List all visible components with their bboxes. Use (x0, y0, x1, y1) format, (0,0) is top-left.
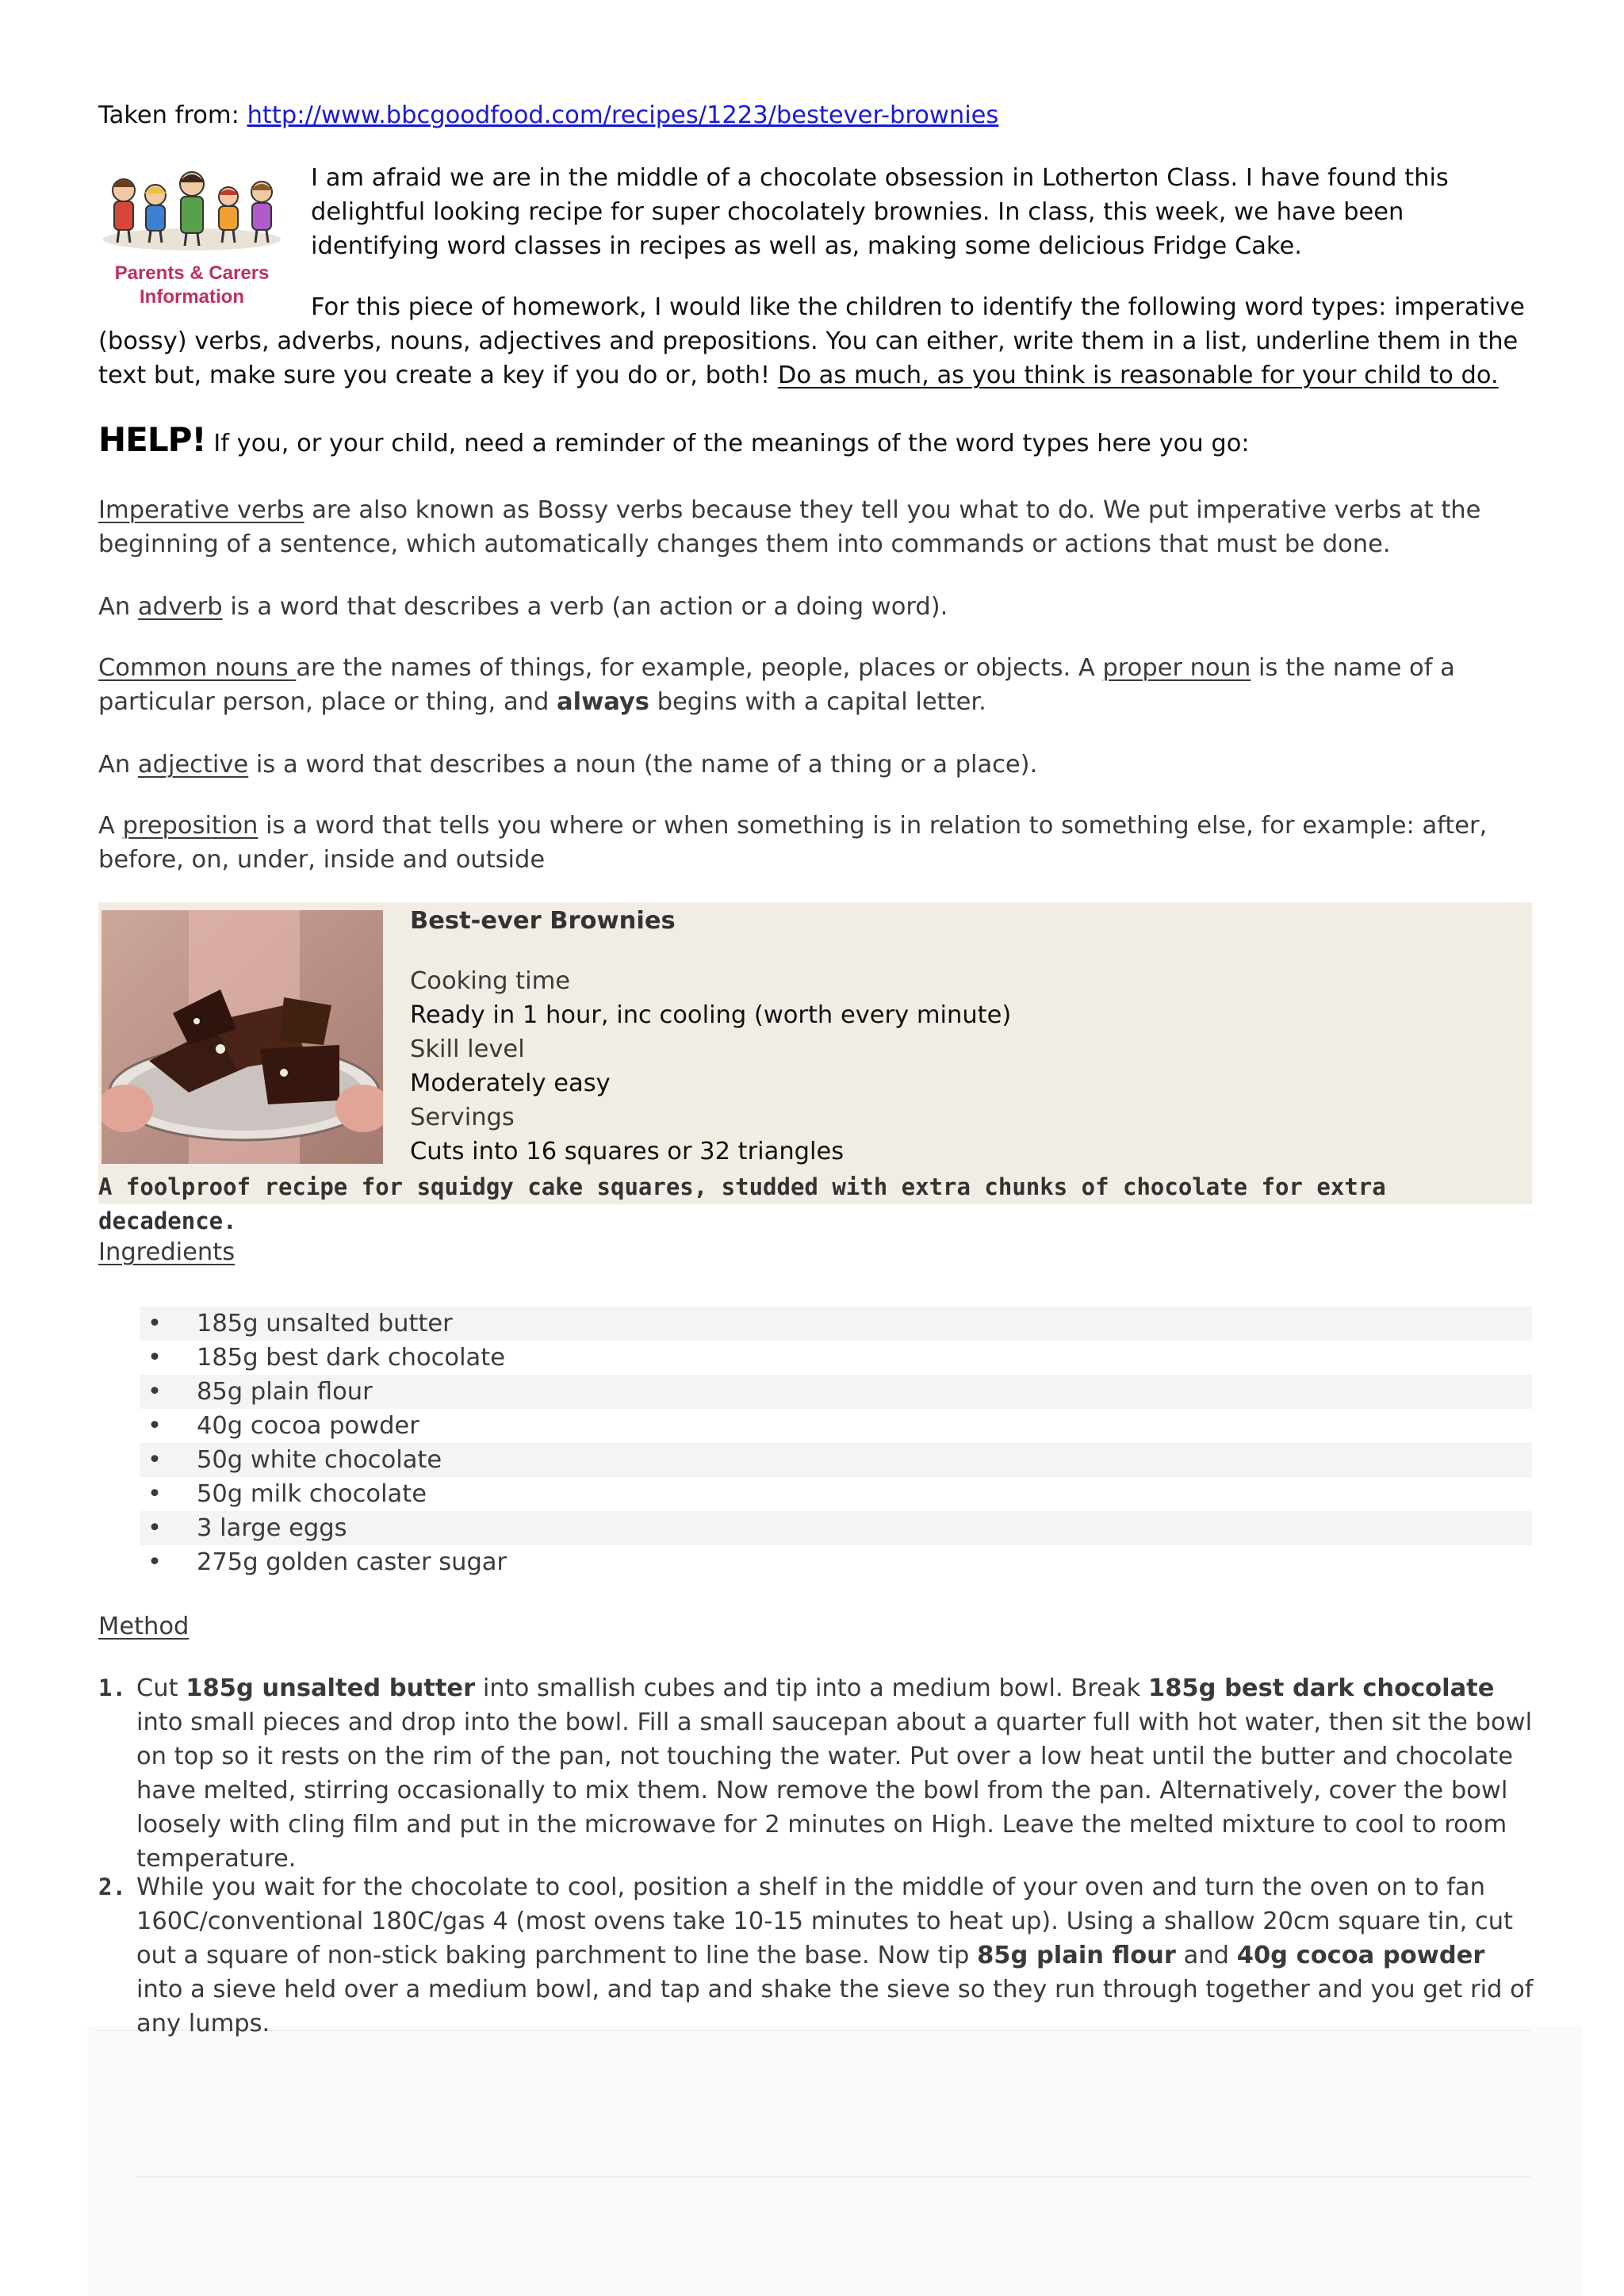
ingredient-text: 85g plain flour (197, 1378, 373, 1406)
definition-text: is the name of a particular person, place or thing, and (98, 654, 1455, 716)
ingredient-text: 50g milk chocolate (197, 1480, 427, 1508)
divider (135, 2176, 1530, 2178)
servings-value: Cuts into 16 squares or 32 triangles (410, 1138, 845, 1165)
step-ingredient: 185g unsalted butter (186, 1674, 476, 1702)
intro-text: For this piece of homework, I would like the children to identify the following word types: imperative (bossy) verbs, adverbs, nouns, adjectives and prepositions. You can either, write them in a list, underline them in the text but, make sure you create a key if you do or, both! (98, 293, 1525, 389)
definition-text: is a word that describes a noun (the name of a thing or a place). (248, 751, 1038, 779)
step-text-part: into smallish cubes and tip into a medium bowl. Break (475, 1674, 1148, 1702)
ingredient-item (140, 1511, 1532, 1545)
ingredients-list (98, 1307, 1532, 1579)
definition-text: are also known as Bossy verbs because they tell you what to do. We put imperative verbs at the beginning of a sentence, which automatically changes them into commands or actions that must be done. (98, 496, 1481, 558)
intro-underlined: Do as much, as you think is reasonable for your child to do. (777, 362, 1499, 389)
term-preposition: preposition (122, 812, 259, 840)
bullet-icon: • (147, 1310, 162, 1337)
method-step (98, 1870, 1538, 2041)
servings-label: Servings (410, 1104, 515, 1131)
bullet-icon: • (147, 1514, 162, 1542)
definition-text: is a word that tells you where or when something is in relation to something else, for example: after, before, on, under, inside and outside (98, 812, 1488, 874)
intro-paragraph-2 (98, 290, 1534, 392)
step-text (136, 1870, 1538, 2041)
definition-text: is a word that describes a verb (an action or a doing word). (222, 593, 948, 621)
help-line (98, 420, 1534, 461)
term-imperative: Imperative verbs (98, 496, 304, 524)
bullet-icon: • (147, 1548, 162, 1576)
term-adverb: adverb (137, 593, 223, 621)
cooking-time-value: Ready in 1 hour, inc cooling (worth every minute) (410, 1001, 1012, 1029)
ingredients-heading (98, 1235, 235, 1269)
emphasis-always: always (557, 688, 649, 716)
step-ingredient: 85g plain flour (977, 1942, 1176, 1969)
term-proper-noun: proper noun (1102, 654, 1251, 682)
bullet-icon: • (147, 1378, 162, 1406)
ingredient-item (98, 1409, 1532, 1443)
step-ingredient: 185g best dark chocolate (1147, 1674, 1495, 1702)
logo-text-2: Information (140, 286, 244, 308)
definition-text: begins with a capital letter. (649, 688, 986, 716)
recipe-title: Best-ever Brownies (410, 907, 676, 935)
ingredient-item (140, 1307, 1532, 1341)
ingredient-text: 50g white chocolate (197, 1446, 442, 1474)
term-adjective: adjective (137, 751, 249, 779)
step-text-part: Cut (136, 1674, 186, 1702)
page-shade (87, 2026, 1582, 2296)
ingredient-item (140, 1443, 1532, 1477)
skill-level-label: Skill level (410, 1035, 525, 1063)
recipe-tagline: A foolproof recipe for squidgy cake squares, studded with extra chunks of chocolate for extra decadence. (98, 1173, 1386, 1234)
definition-text: are the names of things, for example, people, places or objects. A (296, 654, 1103, 682)
help-text: If you, or your child, need a reminder of the meanings of the word types here you go: (205, 430, 1250, 457)
bullet-icon: • (147, 1412, 162, 1440)
logo-text-1: Parents & Carers (114, 262, 270, 284)
step-ingredient: 40g cocoa powder (1236, 1942, 1485, 1969)
method-heading-text: Method (98, 1613, 190, 1640)
method-step (98, 1671, 1538, 1876)
skill-level-value: Moderately easy (410, 1070, 611, 1097)
method-heading (98, 1609, 189, 1644)
ingredient-item (98, 1545, 1532, 1579)
source-prefix: Taken from: (98, 101, 247, 129)
bullet-icon: • (147, 1446, 162, 1474)
ingredient-text: 3 large eggs (197, 1514, 347, 1542)
ingredient-text: 185g best dark chocolate (197, 1344, 505, 1372)
ingredient-text: 40g cocoa powder (197, 1412, 419, 1440)
definition-preposition (98, 809, 1542, 877)
cooking-time-label: Cooking time (410, 967, 571, 995)
term-common-nouns: Common nouns (98, 654, 297, 682)
ingredient-item (98, 1341, 1532, 1375)
bullet-icon: • (147, 1344, 162, 1372)
definition-imperative (98, 493, 1542, 561)
ingredient-text: 185g unsalted butter (197, 1310, 453, 1337)
step-text-part: While you wait for the chocolate to cool, position a shelf in the middle of your oven and turn the oven on to fan 160C/conventional 180C/gas 4 (most ovens take 10-15 minutes to heat up). Using a shallow 20cm square tin, cut out a square of non-stick baking parchment to line the base. Now tip (136, 1873, 1514, 1969)
ingredient-text: 275g golden caster sugar (197, 1548, 508, 1576)
step-text-part: into a sieve held over a medium bowl, and tap and shake the sieve so they run through together and you get rid of any lumps. (136, 1976, 1534, 2038)
step-number: 2. (98, 1873, 126, 1900)
intro-paragraph-1: I am afraid we are in the middle of a chocolate obsession in Lotherton Class. I have found this delightful looking recipe for super chocolately brownies. In class, this week, we have been identifying word classes in recipes as well as, making some delicious Fridge Cake. (311, 164, 1449, 260)
definition-text: A (98, 812, 123, 840)
brownies-photo (102, 910, 383, 1164)
definition-text: An (98, 593, 138, 621)
step-text-part: into small pieces and drop into the bowl. Fill a small saucepan about a quarter full with hot water, then sit the bowl on top so it rests on the rim of the pan, not touching the water. Put over a low heat until the butter and chocolate have melted, stirring occasionally to mix them. Now remove the bowl from the pan. Alternatively, cover the bowl loosely with cling film and put in the microwave for 2 minutes on High. Leave the melted mixture to cool to room temperature. (136, 1709, 1533, 1873)
definition-adjective (98, 748, 1542, 782)
help-heading: HELP! (98, 420, 206, 459)
ingredient-item (140, 1375, 1532, 1409)
definition-noun (98, 651, 1542, 719)
bullet-icon: • (147, 1480, 162, 1508)
source-line (98, 98, 1526, 132)
step-text-part: and (1175, 1942, 1237, 1969)
ingredients-heading-text: Ingredients (98, 1238, 236, 1266)
source-link[interactable]: http://www.bbcgoodfood.com/recipes/1223/bestever-brownies (247, 101, 999, 129)
step-number: 1. (98, 1674, 126, 1701)
recipe-info (410, 904, 1520, 1169)
ingredient-item (98, 1477, 1532, 1511)
step-text (136, 1671, 1538, 1876)
definition-adverb (98, 590, 1542, 624)
definition-text: An (98, 751, 138, 779)
